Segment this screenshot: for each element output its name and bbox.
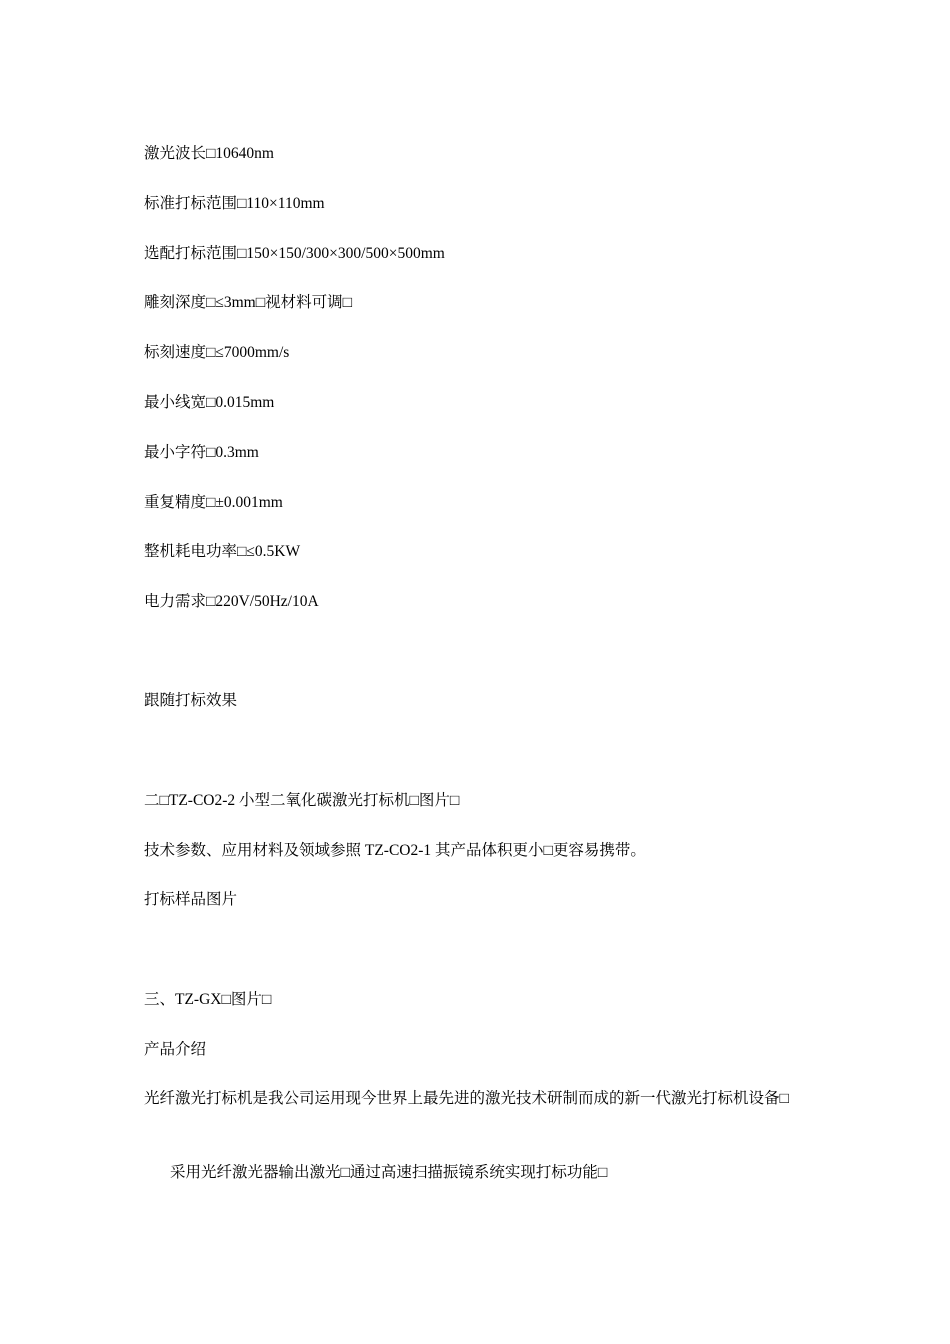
section2-heading: 二□TZ-CO2-2 小型二氧化碳激光打标机□图片□ — [144, 792, 460, 809]
section3-heading: 三、TZ-GX□图片□ — [144, 991, 272, 1008]
follow-marking-caption: 跟随打标效果 — [144, 692, 238, 709]
section3-detail: 采用光纤激光器输出激光□通过高速扫描振镜系统实现打标功能□ — [170, 1164, 608, 1181]
spec-line-min-char: 最小字符□0.3mm — [144, 444, 259, 461]
spec-line-min-line-width: 最小线宽□0.015mm — [144, 394, 275, 411]
section2-samples-caption: 打标样品图片 — [144, 891, 238, 908]
section3-intro-label: 产品介绍 — [144, 1041, 207, 1058]
section3-intro-text: 光纤激光打标机是我公司运用现今世界上最先进的激光技术研制而成的新一代激光打标机设备□ — [144, 1090, 789, 1107]
spec-line-repeat-precision: 重复精度□±0.001mm — [144, 494, 283, 511]
spec-line-power-consumption: 整机耗电功率□≤0.5KW — [144, 543, 301, 560]
spec-line-engrave-depth: 雕刻深度□≤3mm□视材料可调□ — [144, 294, 352, 311]
spec-line-marking-speed: 标刻速度□≤7000mm/s — [144, 344, 290, 361]
spec-line-power-requirement: 电力需求□220V/50Hz/10A — [144, 593, 319, 610]
spec-line-wavelength: 激光波长□10640nm — [144, 145, 274, 162]
section2-text: 技术参数、应用材料及领域参照 TZ-CO2-1 其产品体积更小□更容易携带。 — [144, 842, 646, 859]
spec-line-standard-range: 标准打标范围□110×110mm — [144, 195, 325, 212]
spec-line-optional-range: 选配打标范围□150×150/300×300/500×500mm — [144, 245, 445, 262]
